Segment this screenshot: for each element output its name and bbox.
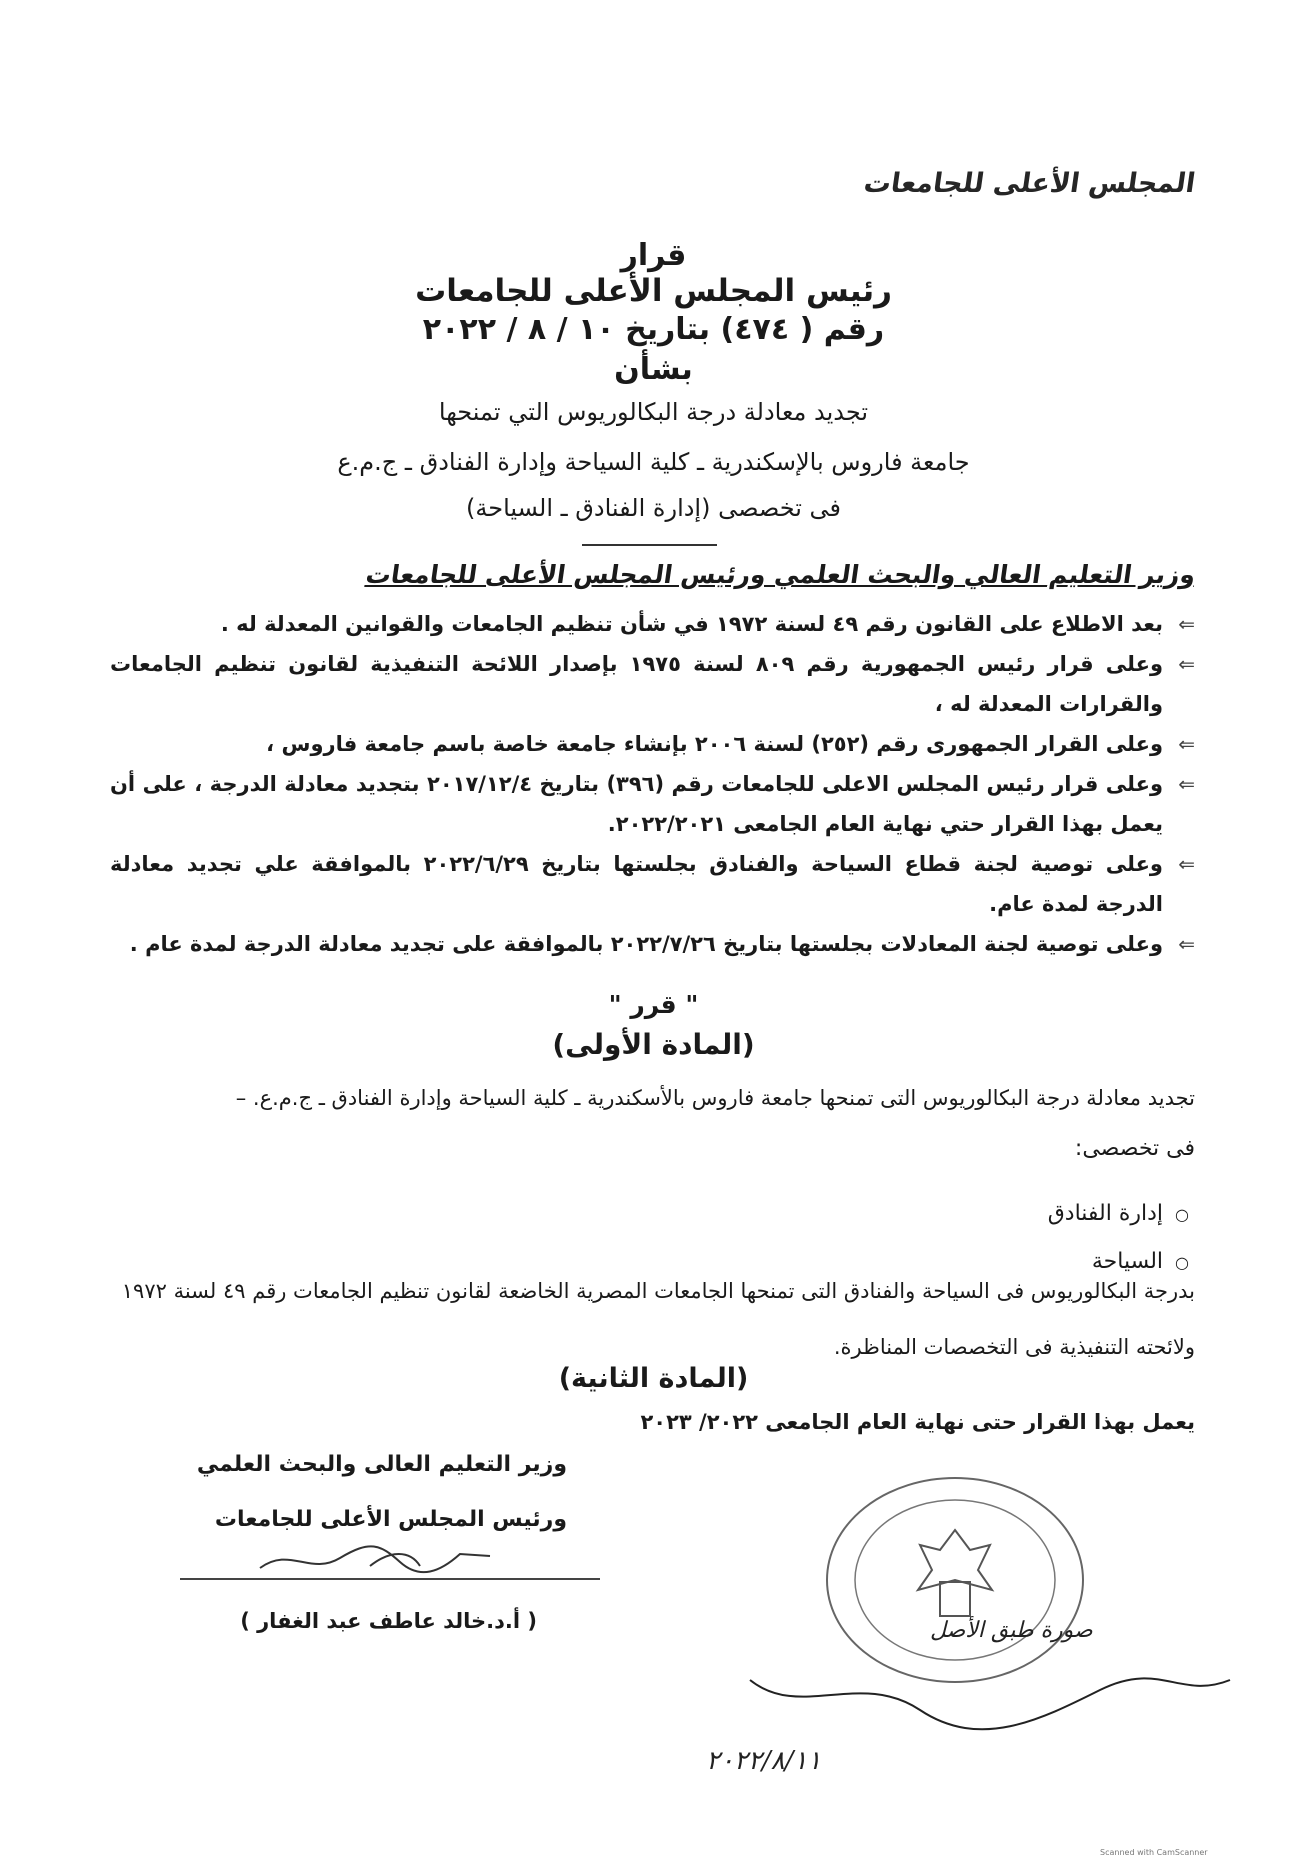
arrow-icon: ⇐ [1178, 772, 1195, 796]
clause-text: وعلى القرار الجمهورى رقم (٢٥٢) لسنة ٢٠٠٦ بإنشاء جامعة خاصة باسم جامعة فاروس ، [266, 732, 1163, 756]
bullet-icon: ○ [1175, 1205, 1189, 1224]
list-item: ○إدارة الفنادق [1047, 1201, 1189, 1226]
article-2-heading: (المادة الثانية) [558, 1363, 749, 1394]
clause-text: وعلى توصية لجنة قطاع السياحة والفنادق بجلستها بتاريخ ٢٠٢٢/٦/٢٩ بالموافقة علي تجديد معادلة الدرجة لمدة عام. [110, 852, 1163, 916]
preamble-clauses [110, 604, 1195, 964]
signatory-title-1: وزير التعليم العالى والبحث العلمي [196, 1452, 567, 1477]
issuer-title: رئيس المجلس الأعلى للجامعات [415, 273, 892, 309]
article-1-heading: (المادة الأولى) [552, 1028, 755, 1061]
decided-heading: " قرر " [608, 990, 699, 1019]
article-1-text-2: بدرجة البكالوريوس فى السياحة والفنادق التى تمنحها الجامعات المصرية الخاضعة لقانون تنظيم الجامعات رقم ٤٩ لسنة ١٩٧٢ ولائحته التنفيذية فى التخصصات المناظرة. [121, 1279, 1195, 1359]
decision-number-date: رقم ( ٤٧٤) بتاريخ ١٠ / ٨ / ٢٠٢٢ [422, 312, 885, 347]
arrow-icon: ⇐ [1178, 732, 1195, 756]
clause-text: وعلى قرار رئيس المجلس الاعلى للجامعات رقم (٣٩٦) بتاريخ ٢٠١٧/١٢/٤ بتجديد معادلة الدرجة ، على أن يعمل بهذا القرار حتي نهاية العام الجامعى ٢٠٢٢/٢٠٢١. [110, 772, 1163, 836]
signatory-titles [197, 1437, 567, 1547]
regarding-label: بشأن [614, 352, 693, 387]
arrow-icon: ⇐ [1178, 652, 1195, 676]
clause-text: بعد الاطلاع على القانون رقم ٤٩ لسنة ١٩٧٢ في شأن تنظيم الجامعات والقوانين المعدلة له . [220, 612, 1163, 636]
clause-item [110, 724, 1195, 764]
clause-item [110, 924, 1195, 964]
signature-line [180, 1578, 600, 1580]
handwritten-scribble [740, 1660, 1240, 1740]
subject-line-3: فى تخصصى (إدارة الفنادق ـ السياحة) [466, 494, 841, 522]
article-1-text: تجديد معادلة درجة البكالوريوس التى تمنحها جامعة فاروس بالأسكندرية ـ كلية السياحة وإدارة الفنادق ـ ج.م.ع. – [235, 1086, 1195, 1110]
council-header: المجلس الأعلى للجامعات [861, 168, 1198, 199]
divider [582, 544, 717, 546]
signatory-name: ( أ.د.خالد عاطف عبد الغفار ) [240, 1609, 537, 1633]
scanner-watermark: Scanned with CamScanner [1100, 1848, 1208, 1857]
article-2-text: يعمل بهذا القرار حتى نهاية العام الجامعى ٢٠٢٢/ ٢٠٢٣ [640, 1410, 1195, 1434]
clause-item [110, 764, 1195, 844]
signature-image [250, 1536, 510, 1580]
subject-line-1: تجديد معادلة درجة البكالوريوس التي تمنحها [438, 398, 869, 426]
official-seal [820, 1470, 1090, 1690]
bullet-icon: ○ [1175, 1253, 1189, 1272]
handwritten-date: ٢٠٢٢/٨/١١ [706, 1746, 822, 1776]
clause-text: وعلى توصية لجنة المعادلات بجلستها بتاريخ ٢٠٢٢/٧/٢٦ بالموافقة على تجديد معادلة الدرجة لمدة عام . [129, 932, 1163, 956]
clause-item [110, 644, 1195, 724]
specializations-label: فى تخصصى: [1074, 1136, 1195, 1161]
arrow-icon: ⇐ [1178, 852, 1195, 876]
arrow-icon: ⇐ [1178, 932, 1195, 956]
arrow-icon: ⇐ [1178, 612, 1195, 636]
clause-item [110, 604, 1195, 644]
signatory-title-2: ورئيس المجلس الأعلى للجامعات [214, 1507, 567, 1532]
clause-item [110, 844, 1195, 924]
preamble-heading: وزير التعليم العالي والبحث العلمي ورئيس المجلس الأعلى للجامعات [363, 560, 1198, 589]
handwritten-certified-note: صورة طبق الأصل [930, 1618, 1093, 1643]
subject-line-2: جامعة فاروس بالإسكندرية ـ كلية السياحة وإدارة الفنادق ـ ج.م.ع [337, 448, 970, 476]
decision-title: قرار [620, 238, 687, 273]
clause-text: وعلى قرار رئيس الجمهورية رقم ٨٠٩ لسنة ١٩٧٥ بإصدار اللائحة التنفيذية لقانون تنظيم الجامعات والقرارات المعدلة له ، [110, 652, 1164, 716]
list-item: ○السياحة [1091, 1249, 1189, 1274]
